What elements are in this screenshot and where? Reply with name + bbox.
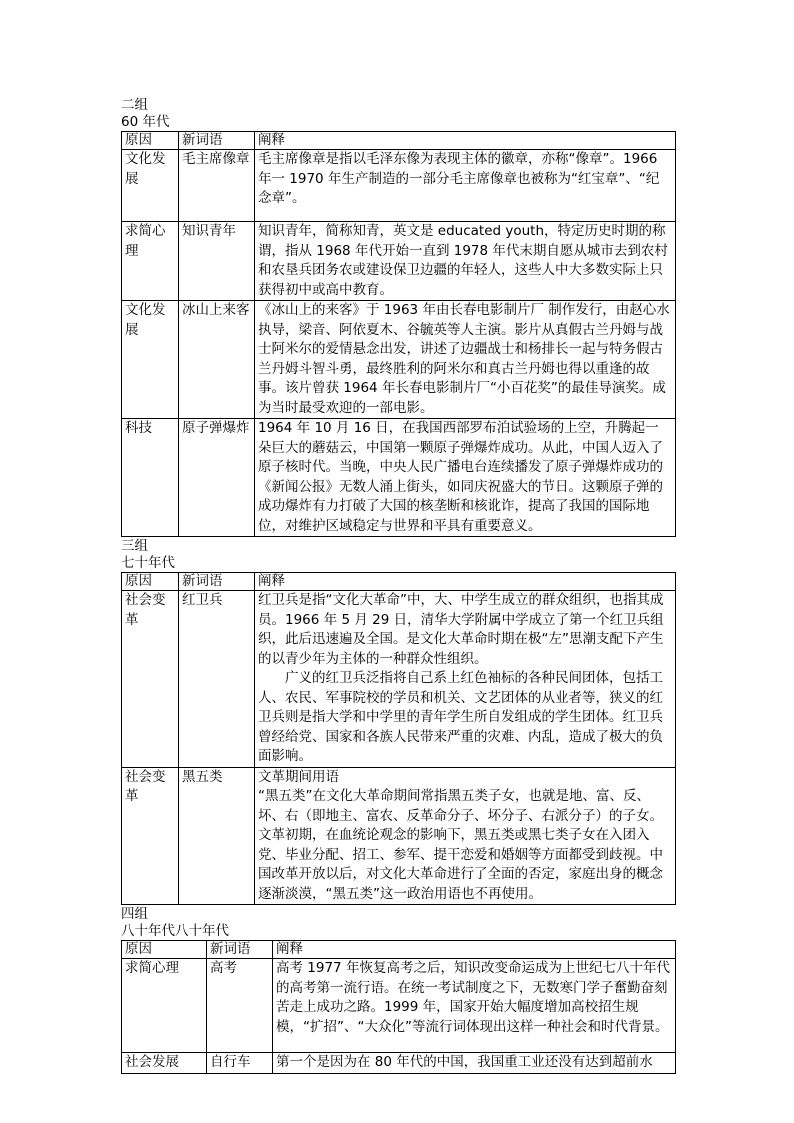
explanation-cell (255, 591, 676, 768)
table-row (122, 150, 676, 222)
reason-cell: 文化发展 (122, 150, 179, 222)
explanation-cell (255, 150, 676, 222)
explanation-text: 高考 1977 年恢复高考之后，知识改变命运成为上世纪七八十年代的高考第一流行语。在统一考试制度之下，无数寒门学子奮勤奋刻苦走上成功之路。1999 年，国家开始大幅度增加高校招生规模，“扩招”、“大众化”等流行词体现出这样一种社会和时代背景。 (276, 960, 670, 1035)
explanation-cell (273, 1053, 676, 1074)
header-explanation: 阐释 (255, 573, 676, 591)
explanation-text: 红卫兵是指“文化大革命”中，大、中学生成立的群众组织，也指其成员。1966 年 5 月 29 日，清华大学附属中学成立了第一个红卫兵组织，此后迅速遍及全国。是文化大革命时期在极“左”思潮支配下产生的以青少年为主体的一种群众性组织。 (258, 592, 664, 667)
reason-cell: 科技 (122, 419, 179, 537)
term-cell: 冰山上来客 (179, 301, 255, 419)
explanation-text: 毛主席像章是指以毛泽东像为表现主体的徽章，亦称“像章”。1966 年一 1970 年生产制造的一部分毛主席像章也被称为“红宝章”、“纪念章”。 (258, 151, 660, 206)
table-row (122, 222, 676, 301)
reason-cell: 求简心理 (122, 222, 179, 301)
header-explanation: 阐释 (273, 941, 676, 959)
table-header-row (122, 132, 676, 150)
table-header-row (122, 573, 676, 591)
header-reason: 原因 (122, 941, 207, 959)
header-explanation: 阐释 (255, 132, 676, 150)
term-cell: 原子弹爆炸 (179, 419, 255, 537)
reason-cell: 求简心理 (122, 959, 207, 1053)
table-row (122, 1053, 676, 1074)
explanation-cell (255, 767, 676, 905)
table-row (122, 419, 676, 537)
group-title: 三组 (121, 538, 148, 554)
explanation-text: 1964 年 10 月 16 日，在我国西部罗布泊试验场的上空，升腾起一朵巨大的蘑菇云，中国第一颗原子弹爆炸成功。从此，中国人迈入了原子核时代。当晚，中央人民广播电台连续播发了原子弹爆炸成功的《新闻公报》无数人涌上街头，如同庆祝盛大的节日。这颗原子弹的成功爆炸有力打破了大国的核垄断和核讹诈，提高了我国的国际地位，对维护区域稳定与世界和平具有重要意义。 (258, 420, 663, 534)
explanation-cell (255, 419, 676, 537)
explanation-cell (255, 222, 676, 301)
group-title: 四组 (121, 906, 148, 922)
reason-cell: 社会发展 (122, 1053, 207, 1074)
table-row (122, 767, 676, 905)
header-term: 新词语 (179, 573, 255, 591)
vocab-table (121, 572, 676, 905)
table-row (122, 591, 676, 768)
reason-cell: 社会变革 (122, 591, 179, 768)
header-reason: 原因 (122, 132, 179, 150)
header-reason: 原因 (122, 573, 179, 591)
explanation-text: 文革期间用语 (258, 768, 339, 785)
term-cell: 高考 (207, 959, 273, 1053)
table-row (122, 959, 676, 1053)
reason-cell: 文化发展 (122, 301, 179, 419)
table-row (122, 301, 676, 419)
term-cell: 黑五类 (179, 767, 255, 905)
explanation-text: 第一个是因为在 80 年代的中国，我国重工业还没有达到超前水 (276, 1054, 653, 1070)
header-term: 新词语 (179, 132, 255, 150)
vocab-table (121, 940, 676, 1074)
document-page (121, 97, 676, 1074)
term-cell: 知识青年 (179, 222, 255, 301)
term-cell: 红卫兵 (179, 591, 255, 768)
explanation-text: 《冰山上的来客》于 1963 年由长春电影制片厂 制作发行，由赵心水执导，梁音、阿依夏木、谷毓英等人主演。影片从真假古兰丹姆与战士阿米尔的爱情悬念出发，讲述了边疆战士和杨排长一起与特务假古兰丹姆斗智斗勇，最终胜利的阿米尔和真古兰丹姆也得以重逢的故事。该片曾获 1964 年长春电影制片厂“小百花奖”的最佳导演奖。成为当时最受欢迎的一部电影。 (258, 302, 670, 416)
group-era: 八十年代八十年代 (121, 923, 229, 939)
term-cell: 毛主席像章 (179, 150, 255, 222)
explanation-text: 知识青年，简称知青，英文是 educated youth，特定历史时期的称谓，指从 1968 年代开始一直到 1978 年代末期自愿从城市去到农村和农垦兵团务农或建设保卫边疆的年轻人，这些人中大多数实际上只获得初中或高中教育。 (258, 223, 668, 298)
explanation-cell (273, 959, 676, 1053)
vocab-table (121, 131, 676, 537)
explanation-cell (255, 301, 676, 419)
reason-cell: 社会变革 (122, 767, 179, 905)
group-era: 七十年代 (121, 555, 175, 571)
explanation-text: 广义的红卫兵泛指将自己系上红色袖标的各种民间团体，包括工人、农民、军事院校的学员和机关、文艺团体的从业者等，狭义的红卫兵则是指大学和中学里的青年学生所自发组成的学生团体。红卫兵曾经给党、国家和各族人民带来严重的灾难、内乱，造成了极大的负面影响。 (258, 670, 663, 764)
group-title: 二组 (121, 97, 148, 113)
term-cell: 自行车 (207, 1053, 273, 1074)
table-header-row (122, 941, 676, 959)
group-era: 60 年代 (121, 114, 170, 130)
explanation-text: “黑五类”在文化大革命期间常指黑五类子女，也就是地、富、反、坏、右（即地主、富农、反革命分子、坏分子、右派分子）的子女。文革初期，在血统论观念的影响下，黑五类或黑七类子女在入团入党、毕业分配、招工、参军、提干恋爱和婚姻等方面都受到歧视。中国改革开放以后，对文化大革命进行了全面的否定，家庭出身的概念逐渐淡漠，“黑五类”这一政治用语也不再使用。 (258, 788, 663, 902)
header-term: 新词语 (207, 941, 273, 959)
